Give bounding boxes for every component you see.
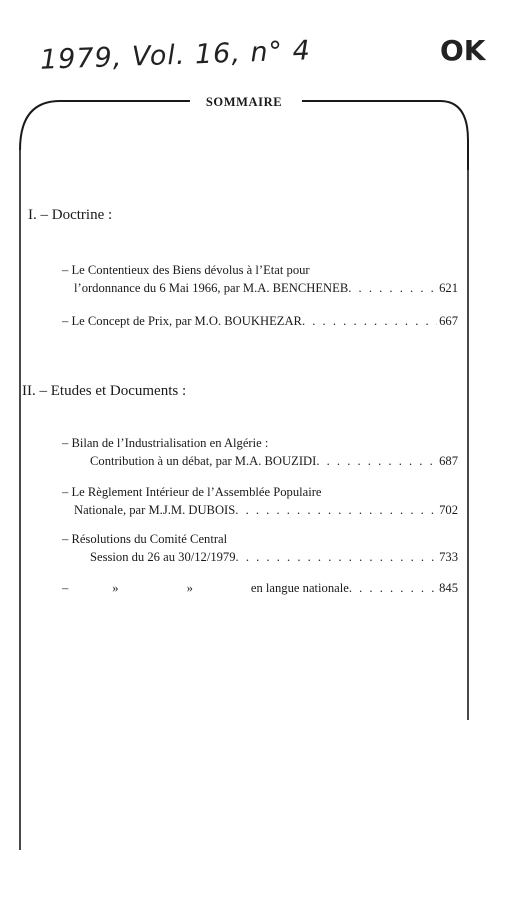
toc-entry [62,312,458,330]
toc-entry-title: – Bilan de l’Industrialisation en Algérie : [62,436,269,450]
toc-entry-row [62,452,458,470]
toc-entry-author: Contribution à un débat, par M.A. BOUZIDI [90,454,317,468]
toc-entry-author: Session du 26 au 30/12/1979 [90,550,236,564]
toc-entry-row [62,548,458,566]
leader-dots [302,312,437,330]
section-heading-doctrine: I. – Doctrine : [28,207,113,223]
handwritten-ok-mark: OK [440,34,486,67]
leader-dots [348,279,437,297]
toc-entry-title: – Le Concept de Prix, par M.O. BOUKHEZAR [62,314,302,328]
toc-entry-title: – Le Contentieux des Biens dévolus à l’Etat pour [62,263,310,277]
leader-dots [235,501,437,519]
toc-page-number: 702 [439,503,458,517]
toc-page-number: 733 [439,550,458,564]
ditto-mark: » [186,581,193,595]
ditto-dash: – [62,581,69,595]
toc-entry [62,434,458,470]
leader-dots [349,579,437,597]
page-title: SOMMAIRE [205,95,283,109]
toc-entry-row [62,279,458,297]
toc-entry [62,483,458,519]
toc-entry-author: Nationale, par M.J.M. DUBOIS [74,503,236,517]
toc-entry-row [62,312,458,330]
toc-page-number: 621 [439,281,458,295]
toc-entry-author: l’ordonnance du 6 Mai 1966, par M.A. BENCHENEB [74,281,349,295]
toc-entry [62,579,458,597]
toc-entry-row [62,579,458,597]
toc-entry-title: – Résolutions du Comité Central [62,532,228,546]
toc-page-number: 667 [439,314,458,328]
toc-entry-title: – Le Règlement Intérieur de l’Assemblée Populaire [62,485,322,499]
toc-entry [62,530,458,566]
toc-entry-row [62,501,458,519]
toc-entry-title: en langue nationale [250,581,349,595]
ditto-mark: » [112,581,119,595]
handwritten-reference: 1979, Vol. 16, n° 4 [39,35,312,76]
toc-entry [62,261,458,297]
leader-dots [316,452,437,470]
section-heading-etudes: II. – Etudes et Documents : [22,383,187,399]
toc-page-number: 687 [439,454,458,468]
toc-page-number: 845 [439,581,458,595]
leader-dots [236,548,438,566]
